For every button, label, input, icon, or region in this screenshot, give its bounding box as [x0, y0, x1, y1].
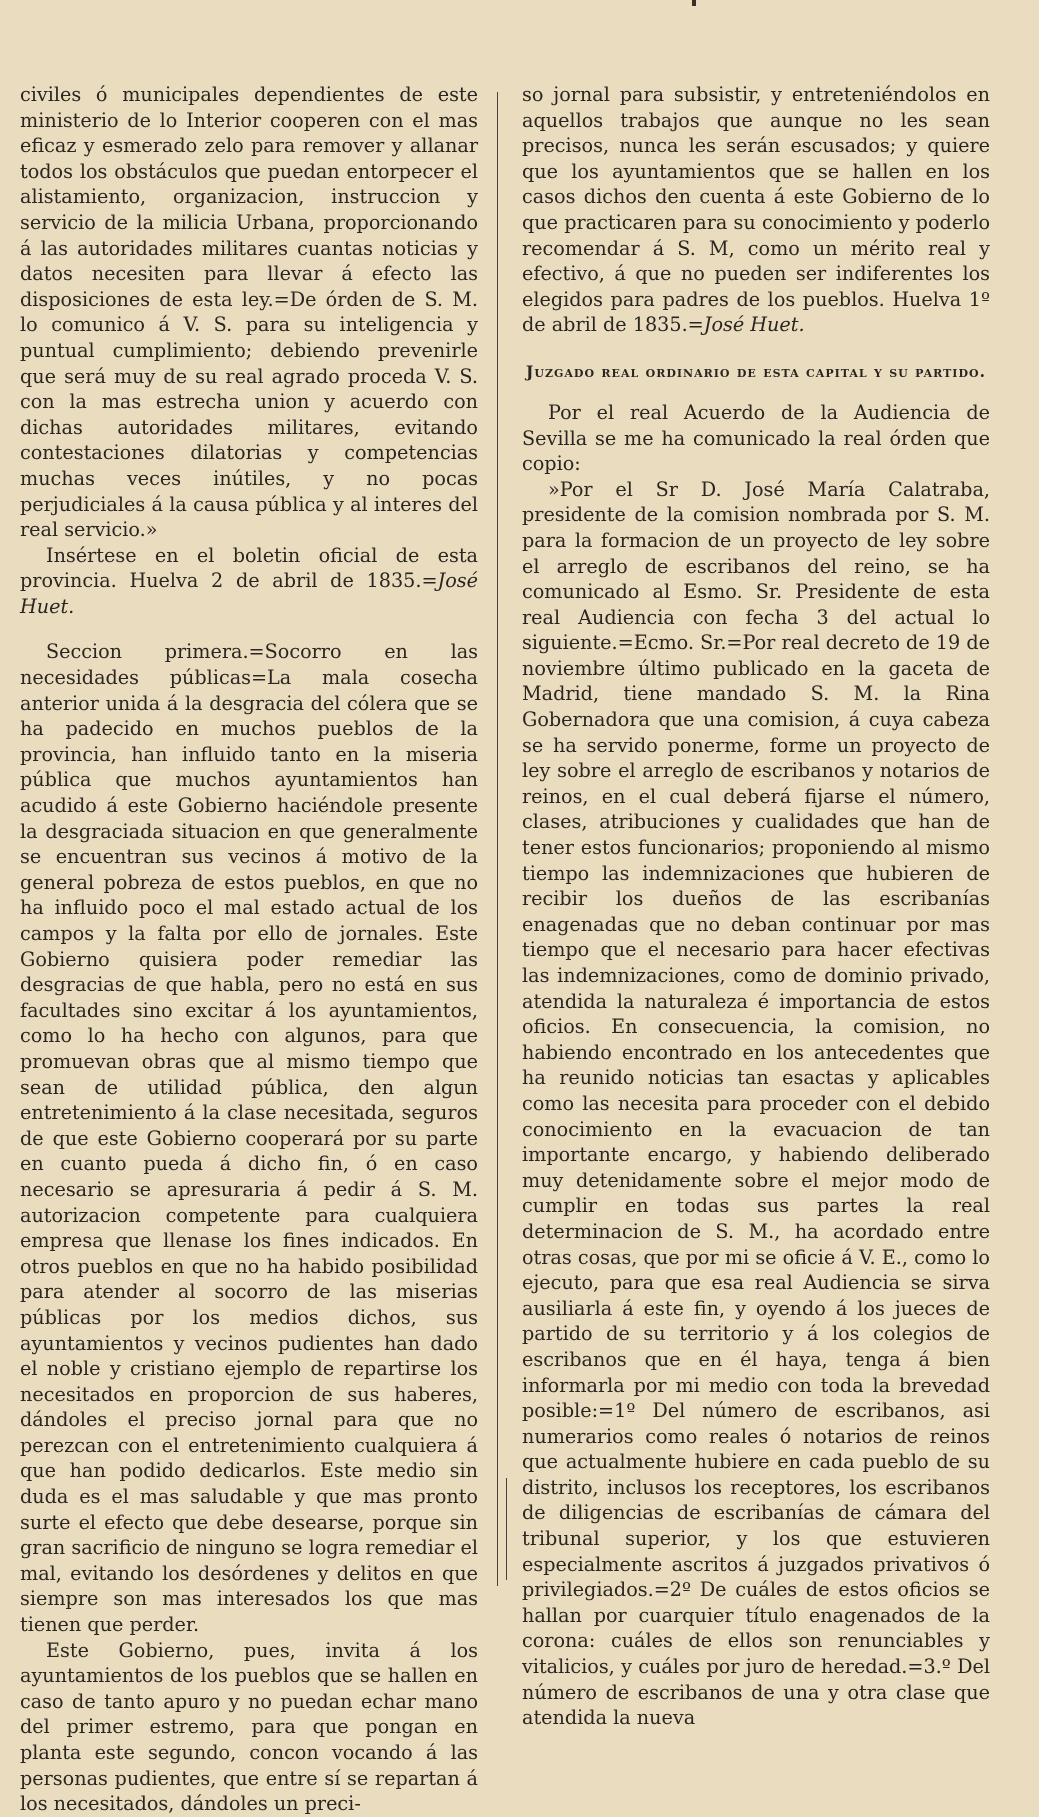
signature: José Huet.	[703, 313, 805, 337]
left-paragraph-1: civiles ó municipales dependientes de este ministerio de lo Interior cooperen con el mas eficaz y esmerado zelo para remover y allanar todos los obstáculos que puedan entorpecer el alistamiento, organizacion, instruccion y servicio de la milicia Urbana, proporcionando á las autoridades militares cuantas noticias y datos necesiten para llevar á efecto las disposiciones de esta ley.=De órden de S. M. lo comunico á V. S. para su inteligencia y puntual cumplimiento; debiendo prevenirle que será muy de su real agrado proceda V. S. con la mas estrecha union y acuerdo con dichas autoridades militares, evitando contestaciones dilatorias y competencias muchas veces inútiles, y no pocas perjudiciales á la causa pública y al interes del real servicio.»	[20, 83, 478, 542]
right-paragraph-2: Por el real Acuerdo de la Audiencia de Sevilla se me ha comunicado la real órden que copio:	[522, 400, 990, 476]
left-column	[20, 82, 478, 1817]
left-paragraph-3: Seccion primera.=Socorro en las necesidades públicas=La mala cosecha anterior unida á la desgracia del cólera que se ha padecido en muchos pueblos de la provincia, han influido tanto en la miseria pública que muchos ayuntamientos han acudido á este Gobierno haciéndole presente la desgraciada situacion en que generalmente se encuentran sus vecinos á motivo de la general pobreza de estos pueblos, en que no ha influido poco el mal estado actual de los campos y la falta por ello de jornales. Este Gobierno quisiera poder remediar las desgracias de que habla, pero no está en sus facultades sino excitar á los ayuntamientos, como lo ha hecho con algunos, para que promuevan obras que al mismo tiempo que sean de utilidad pública, den algun entretenimiento á la clase necesitada, seguros de que este Gobierno cooperará por su parte en cuanto pueda á dicho fin, ó en caso necesario se apresuraria á pedir á S. M. autorizacion competente para cualquiera empresa que llenase los fines indicados. En otros pueblos en que no ha habido posibilidad para atender al socorro de las miserias públicas por los medios dichos, sus ayuntamientos y vecinos pudientes han dado el noble y cristiano ejemplo de repartirse los necesitados en proporcion de sus haberes, dándoles el preciso jornal para que no perezcan con el entretenimiento cualquiera á que han podido dedicarlos. Este medio sin duda es el mas saludable y que mas pronto surte el efecto que debe desearse, porque sin gran sacrificio de ninguno se logra remediar el mal, evitando los desórdenes y delitos en que siempre son mas interesados los que mas tienen que perder.	[20, 640, 478, 1637]
continuation-text: so jornal para subsistir, y entreteniéndolos en aquellos trabajos que aunque no les sean precisos, nunca les serán escusados; y quiere que los ayuntamientos que se hallen en los casos dichos den cuenta á este Gobierno de lo que practicaren para su conocimiento y poderlo recomendar á S. M, como un mérito real y efectivo, á que no pueden ser indiferentes los elegidos para padres de los pueblos. Huelva 1º de abril de 1835.=	[522, 83, 990, 337]
left-paragraph-4: Este Gobierno, pues, invita á los ayuntamientos de los pueblos que se hallen en caso de tanto apuro y no puedan echar mano del primer estremo, para que pongan en planta este segundo, concon vocando á las personas pudientes, que entre sí se repartan á los necesitados, dándoles un preci-	[20, 1638, 478, 1816]
section-heading: Juzgado real ordinario de esta capital y su partido.	[526, 361, 986, 381]
print-mark	[692, 0, 696, 6]
left-paragraph-2	[20, 543, 478, 620]
column-divider	[497, 92, 498, 1586]
right-paragraph-1	[522, 82, 990, 338]
column-divider-lower	[506, 1478, 507, 1580]
signature: José Huet.	[20, 569, 478, 618]
right-column	[522, 82, 990, 1731]
insertion-notice: Insértese en el boletin oficial de esta provincia. Huelva 2 de abril de 1835.=	[20, 543, 478, 593]
right-paragraph-3: »Por el Sr D. José María Calatraba, presidente de la comision nombrada por S. M. para la formacion de un proyecto de ley sobre el arreglo de escribanos del reino, se ha comunicado al Esmo. Sr. Presidente de esta real Audiencia con fecha 3 del actual lo siguiente.=Ecmo. Sr.=Por real decreto de 19 de noviembre último publicado en la gaceta de Madrid, tiene mandado S. M. la Rina Gobernadora que una comision, á cuya cabeza se ha servido ponerme, forme un proyecto de ley sobre el arreglo de escribanos y notarios de reinos, en el cual deberá fijarse el número, clases, atribuciones y cualidades que han de tener estos funcionarios; proponiendo al mismo tiempo las indemnizaciones que hubieren de recibir los dueños de las escribanías enagenadas que no deban continuar por mas tiempo que el necesario para hacer efectivas las indemnizaciones, como de dominio privado, atendida la naturaleza é importancia de estos oficios. En consecuencia, la comision, no habiendo encontrado en los antecedentes que ha reunido noticias tan esactas y aplicables como las necesita para proceder con el debido conocimiento en la evacuacion de tan importante encargo, y habiendo deliberado muy detenidamente sobre el mejor modo de cumplir en todas sus partes la real determinacion de S. M., ha acordado entre otras cosas, que por mi se oficie á V. E., como lo ejecuto, para que esa real Audiencia se sirva ausiliarla á este fin, y oyendo á los jueces de partido de su territorio y á los colegios de escribanos que en él haya, tenga á bien informarla por mi medio con toda la brevedad posible:=1º Del número de escribanos, asi numerarios como reales ó notarios de reinos que actualmente hubiere en cada pueblo de su distrito, inclusos los receptores, los escribanos de diligencias de escribanías de cámara del tribunal superior, y los que estuvieren especialmente ascritos á juzgados privativos ó privilegiados.=2º De cuáles de estos oficios se hallan por cuarquier título enagenados de la corona: cuáles de ellos son renunciables y vitalicios, y cuáles por juro de heredad.=3.º Del número de escribanos de una y otra clase que atendida la nueva	[522, 477, 990, 1730]
